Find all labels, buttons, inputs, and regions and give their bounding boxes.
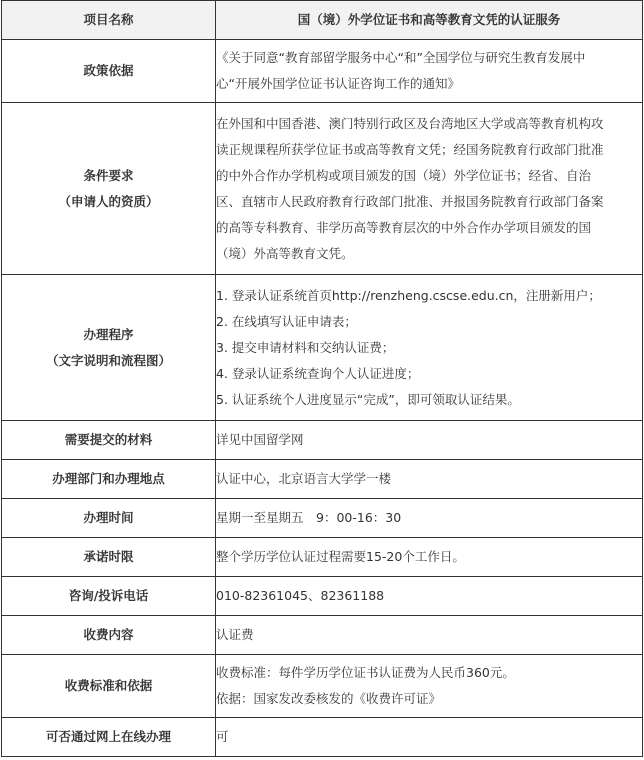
row-value-online: 可 — [216, 718, 643, 757]
row-value-procedure — [216, 275, 643, 421]
row-label-line: 办理程序 — [83, 326, 134, 342]
row-value-materials: 详见中国留学网 — [216, 421, 643, 460]
table-row — [2, 275, 643, 421]
table-row — [2, 103, 643, 275]
table-row — [2, 718, 643, 757]
row-value-conditions — [216, 103, 643, 275]
row-value-line: 3. 提交申请材料和交纳认证费； — [216, 339, 395, 355]
table-row — [2, 577, 643, 616]
row-value-fee-standard — [216, 655, 643, 718]
table-row — [2, 421, 643, 460]
row-label-procedure — [2, 275, 216, 421]
row-value-line: 5. 认证系统个人进度显示“完成”，即可领取认证结果。 — [216, 391, 520, 407]
row-label-conditions — [2, 103, 216, 275]
table-row — [2, 460, 643, 499]
table-row — [2, 538, 643, 577]
row-value-line: 的高等专科教育、非学历高等教育层次的中外合作办学项目颁发的国 — [216, 219, 592, 235]
header-title: 国（境）外学位证书和高等教育文凭的认证服务 — [216, 1, 643, 40]
row-value-department: 认证中心，北京语言大学学一楼 — [216, 460, 643, 499]
service-info-table — [1, 0, 643, 757]
row-label-fee-standard: 收费标准和依据 — [2, 655, 216, 718]
row-label-line: 政策依据 — [83, 63, 134, 78]
row-value-line: 在外国和中国香港、澳门特别行政区及台湾地区大学或高等教育机构攻 — [216, 115, 604, 131]
table-row — [2, 499, 643, 538]
header-row — [2, 1, 643, 40]
row-value-line: 4. 登录认证系统查询个人认证进度； — [216, 365, 420, 381]
row-value-line: （境）外高等教育文凭。 — [216, 245, 354, 261]
row-value-fee-content: 认证费 — [216, 616, 643, 655]
row-value-line: 收费标准：每件学历学位证书认证费为人民币360元。 — [216, 665, 515, 680]
row-label-line: （文字说明和流程图） — [45, 352, 171, 368]
row-value-line: 读正规课程所获学位证书或高等教育文凭；经国务院教育行政部门批准 — [216, 141, 604, 157]
row-value-line: 1. 登录认证系统首页http://renzheng.cscse.edu.cn，注册新用户； — [216, 287, 601, 303]
row-label-materials: 需要提交的材料 — [2, 421, 216, 460]
table-row — [2, 655, 643, 718]
row-label-fee-content: 收费内容 — [2, 616, 216, 655]
row-value-line: 《关于同意“教育部留学服务中心“和”全国学位与研究生教育发展中 — [216, 50, 586, 65]
row-value-line: 区、直辖市人民政府教育行政部门批准、并报国务院教育行政部门备案 — [216, 193, 604, 209]
row-label-hours: 办理时间 — [2, 499, 216, 538]
row-value-policy — [216, 40, 643, 103]
table-row — [2, 616, 643, 655]
row-value-line: 的中外合作办学机构或项目颁发的国（境）外学位证书；经省、自治 — [216, 167, 592, 183]
row-label-policy — [2, 40, 216, 103]
row-value-line: 依据：国家发改委核发的《收费许可证》 — [216, 691, 442, 706]
row-label-line: （申请人的资质） — [58, 193, 159, 209]
row-value-line: 2. 在线填写认证申请表； — [216, 313, 357, 329]
row-label-line: 条件要求 — [83, 167, 134, 183]
row-value-phone: 010-82361045、82361188 — [216, 577, 643, 616]
row-label-time-limit: 承诺时限 — [2, 538, 216, 577]
row-value-hours: 星期一至星期五 9：00-16：30 — [216, 499, 643, 538]
row-label-online: 可否通过网上在线办理 — [2, 718, 216, 757]
header-label: 项目名称 — [2, 1, 216, 40]
table-row — [2, 40, 643, 103]
row-label-department: 办理部门和办理地点 — [2, 460, 216, 499]
row-value-time-limit: 整个学历学位认证过程需要15-20个工作日。 — [216, 538, 643, 577]
row-value-line: 心“开展外国学位证书认证咨询工作的通知》 — [216, 76, 460, 91]
row-label-phone: 咨询/投诉电话 — [2, 577, 216, 616]
